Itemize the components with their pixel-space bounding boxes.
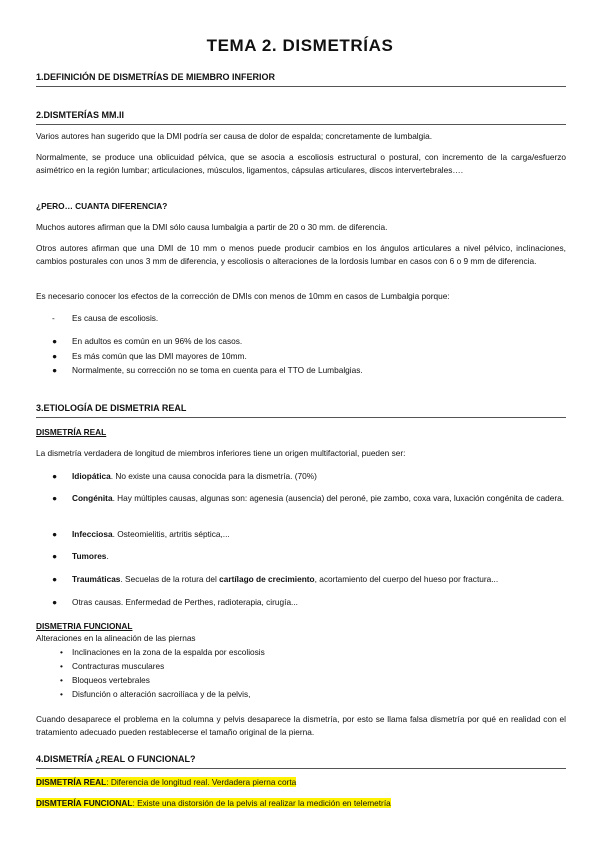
paragraph: Otros autores afirman que una DMI de 10 mm o menos puede producir cambios en los ángulos articulares a nivel pélvico, inclinaciones, cambios posturales con unos 3 mm de diferencia, y escoliosis o alteraciones de la lordosis lumbar en casos con 6 o 9 mm de diferencia. — [36, 243, 566, 266]
bullet-icon: • — [60, 689, 63, 699]
section-1-heading: 1.DEFINICIÓN DE DISMETRÍAS DE MIEMBRO INFERIOR — [36, 72, 566, 87]
definition-funcional: DISMTERÍA FUNCIONAL: Existe una distorsión de la pelvis al realizar la medición en telemetría — [36, 798, 391, 808]
subheading-funcional: DISMETRIA FUNCIONAL — [36, 621, 133, 631]
bullet-icon: ● — [52, 551, 58, 561]
document-page: TEMA 2. DISMETRÍAS 1.DEFINICIÓN DE DISMETRÍAS DE MIEMBRO INFERIOR 2.DISMTERÍAS MM.II Varios autores han sugerido que la DMI podría ser causa de dolor de espalda; concretamente de lumbalgia. Normalmente, se produce una oblicuidad pélvica, que se asocia a escoliosis estructural o postural, con incremento de la carga/esfuerzo asimétrico en la región lumbar; articulaciones, músculos, ligamentos, cápsulas articulares, discos intervertebrales…. ¿PERO… CUANTA DIFERENCIA? Muchos autores afirman que la DMI sólo causa lumbalgia a partir de 20 o 30 mm. de diferencia. Otros autores afirman que una DMI de 10 mm o menos puede producir cambios en los ángulos articulares a nivel pélvico, inclinaciones, cambios posturales con unos 3 mm de diferencia, y escoliosis o alteraciones de la lordosis lumbar en casos con 6 o 9 mm de diferencia. Es necesario conocer los efectos de la corrección de DMIs con menos de 10mm en casos de Lumbalgia porque: - Es causa de escoliosis. ● En adultos es común en un 96% de los casos. ● Es más común que las DMI mayores de 10mm. ● Normalmente, su corrección no se toma en cuenta para el TTO de Lumbalgias. 3.ETIOLOGÍA DE DISMETRIA REAL DISMETRÍA REAL La dismetría verdadera de longitud de miembros inferiores tiene un origen multifactorial, pueden ser: ● Idiopática. No existe una causa conocida para la dismetría. (70%) ● Congénita. Hay múltiples causas, algunas son: agenesia (ausencia) del peroné, pie zambo, coxa vara, luxación congénita de cadera. ● Infecciosa. Osteomielitis, artritis séptica,... ● Tumores. ● Traumáticas. Secuelas de la rotura del cartílago de crecimiento, acortamiento del cuerpo del hueso por fractura... ● Otras causas. Enfermedad de Perthes, radioterapia, cirugía... DISMETRIA FUNCIONAL Alteraciones en la alineación de las piernas • Inclinaciones en la zona de la espalda por escoliosis • Contracturas musculares • Bloqueos vertebrales • Disfunción o alteración sacroilíaca y de la pelvis, Cuando desaparece el problema en la columna y pelvis desaparece la dismetría, por esto se llama falsa dismetría por qué en realidad con el tratamiento adecuado pueden restablecerse el tamaño original de la pierna. 4.DISMETRÍA ¿REAL O FUNCIONAL? DISMETRÍA REAL: Diferencia de longitud real. Verdadera pierna corta DISMTERÍA FUNCIONAL: Existe una distorsión de la pelvis al realizar la medición en telemetría — [0, 0, 600, 848]
bullet-icon: ● — [52, 493, 58, 503]
paragraph: La dismetría verdadera de longitud de miembros inferiores tiene un origen multifactorial, pueden ser: — [36, 448, 406, 458]
document-title: TEMA 2. DISMETRÍAS — [206, 36, 394, 55]
question-heading: ¿PERO… CUANTA DIFERENCIA? — [36, 201, 168, 211]
definition-real: DISMETRÍA REAL: Diferencia de longitud real. Verdadera pierna corta — [36, 777, 297, 787]
subheading-real: DISMETRÍA REAL — [36, 427, 107, 437]
section-3-heading: 3.ETIOLOGÍA DE DISMETRIA REAL — [36, 403, 566, 418]
bullet-icon: ● — [52, 529, 58, 539]
bullet-icon: ● — [52, 574, 58, 584]
paragraph: Muchos autores afirman que la DMI sólo causa lumbalgia a partir de 20 o 30 mm. de diferencia. — [36, 222, 388, 232]
bullet-icon: • — [60, 675, 63, 685]
bullet-icon: ● — [52, 471, 58, 481]
bullet-icon: • — [60, 661, 63, 671]
paragraph: Alteraciones en la alineación de las piernas — [36, 633, 196, 643]
bullet-icon: ● — [52, 365, 58, 375]
bullet-icon: ● — [52, 351, 58, 361]
section-2-heading: 2.DISMTERÍAS MM.II — [36, 110, 566, 125]
paragraph: Varios autores han sugerido que la DMI podría ser causa de dolor de espalda; concretamente de lumbalgia. — [36, 131, 433, 141]
bullet-icon: • — [60, 647, 63, 657]
paragraph: Es necesario conocer los efectos de la corrección de DMIs con menos de 10mm en casos de Lumbalgia porque: — [36, 291, 450, 301]
bullet-icon: ● — [52, 597, 58, 607]
section-4-heading: 4.DISMETRÍA ¿REAL O FUNCIONAL? — [36, 754, 566, 769]
bullet-icon: ● — [52, 336, 58, 346]
dash-marker: - — [52, 313, 55, 323]
paragraph: Cuando desaparece el problema en la columna y pelvis desaparece la dismetría, por esto se llama falsa dismetría por qué en realidad con el tratamiento adecuado pueden restablecerse el tamaño original de la pierna. — [36, 714, 566, 737]
paragraph: Normalmente, se produce una oblicuidad pélvica, que se asocia a escoliosis estructural o postural, con incremento de la carga/esfuerzo asimétrico en la región lumbar; articulaciones, músculos, ligamentos, cápsulas articulares, discos intervertebrales…. — [36, 152, 566, 175]
